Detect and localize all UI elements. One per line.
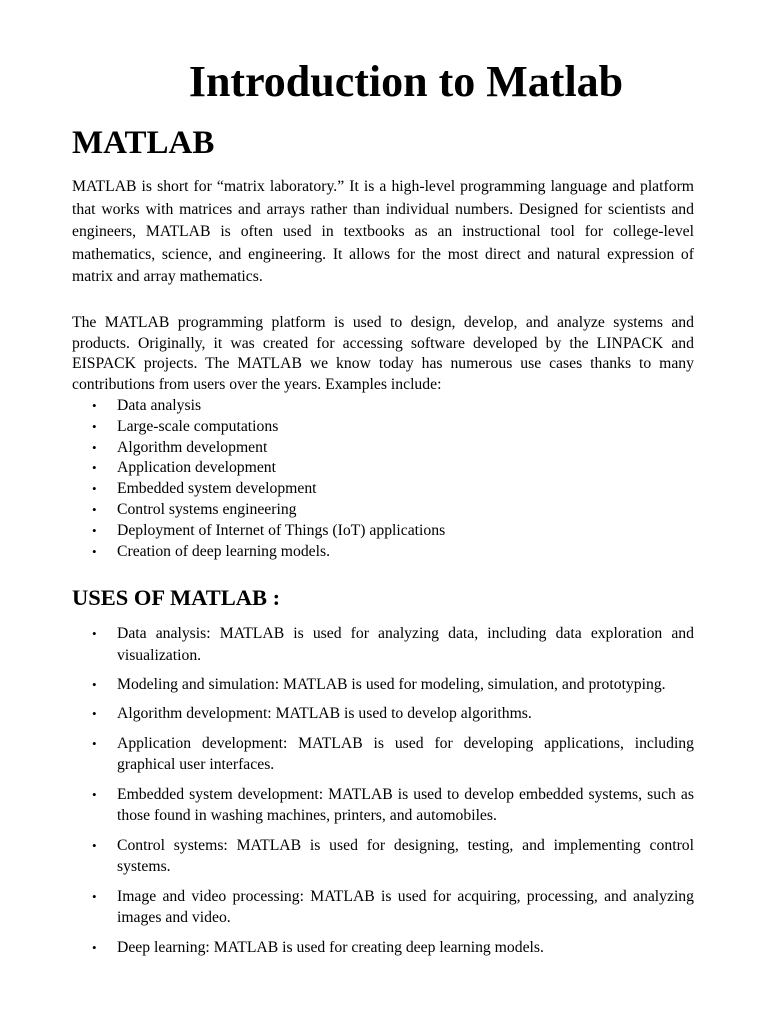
list-item-text: Control systems engineering bbox=[117, 500, 297, 518]
list-item bbox=[72, 674, 694, 696]
bullet-icon: • bbox=[92, 543, 97, 559]
list-item-text: Modeling and simulation: MATLAB is used for modeling, simulation, and prototyping. bbox=[117, 675, 666, 693]
bullet-icon: • bbox=[92, 888, 97, 904]
list-item bbox=[72, 835, 694, 878]
list-item-text: Deep learning: MATLAB is used for creating deep learning models. bbox=[117, 938, 544, 956]
list-item-text: Algorithm development: MATLAB is used to develop algorithms. bbox=[117, 705, 532, 723]
list-item-text: Embedded system development bbox=[117, 480, 317, 498]
list-item bbox=[72, 703, 694, 725]
list-item-text: Algorithm development bbox=[117, 438, 268, 456]
list-item-text: Image and video processing: MATLAB is used for acquiring, processing, and analyzing images and video. bbox=[117, 887, 694, 927]
list-item-text: Application development bbox=[117, 459, 277, 477]
list-item bbox=[72, 417, 694, 438]
section-heading-matlab: MATLAB bbox=[72, 125, 215, 161]
list-item-text: Data analysis: MATLAB is used for analyzing data, including data exploration and visualization. bbox=[117, 625, 694, 664]
bullet-icon: • bbox=[92, 398, 97, 413]
bullet-icon: • bbox=[92, 735, 97, 751]
list-item bbox=[72, 937, 694, 959]
list-item-text: Data analysis bbox=[117, 397, 202, 414]
list-item bbox=[72, 521, 694, 542]
list-item-text: Control systems: MATLAB is used for designing, testing, and implementing control systems. bbox=[117, 836, 694, 876]
list-item bbox=[72, 623, 694, 666]
list-item bbox=[72, 479, 694, 500]
list-item bbox=[72, 500, 694, 521]
bullet-icon: • bbox=[92, 626, 97, 641]
bullet-icon: • bbox=[92, 501, 97, 517]
list-item-text: Deployment of Internet of Things (IoT) applications bbox=[117, 521, 446, 539]
platform-paragraph: The MATLAB programming platform is used to design, develop, and analyze systems and products. Originally, it was created for accessing software developed by the LINPACK and EISPACK projects. The MATLAB we know today has numerous use cases thanks to many contributions from users over the years. Examples include: bbox=[72, 314, 694, 393]
bullet-icon: • bbox=[92, 439, 97, 455]
list-item-text: Embedded system development: MATLAB is used to develop embedded systems, such as those found in washing machines, printers, and automobiles. bbox=[117, 785, 694, 825]
bullet-icon: • bbox=[92, 460, 97, 476]
list-item bbox=[72, 438, 694, 459]
list-item-text: Application development: MATLAB is used for developing applications, including graphical user interfaces. bbox=[117, 734, 694, 774]
list-item bbox=[72, 886, 694, 929]
list-item-text: Large-scale computations bbox=[117, 417, 279, 435]
bullet-icon: • bbox=[92, 786, 97, 802]
list-item bbox=[72, 458, 694, 479]
bullet-icon: • bbox=[92, 418, 97, 434]
intro-paragraph: MATLAB is short for “matrix laboratory.” It is a high-level programming language and platform that works with matrices and arrays rather than individual numbers. Designed for scientists and engineers, MATLAB is often used in textbooks as an instructional tool for college-level mathematics, science, and engineering. It allows for the most direct and natural expression of matrix and array mathematics. bbox=[72, 178, 694, 286]
uses-list bbox=[72, 623, 694, 966]
examples-list bbox=[72, 396, 694, 562]
list-item bbox=[72, 396, 694, 417]
bullet-icon: • bbox=[92, 481, 97, 497]
list-item bbox=[72, 784, 694, 827]
list-item bbox=[72, 542, 694, 563]
list-item-text: Creation of deep learning models. bbox=[117, 542, 331, 560]
bullet-icon: • bbox=[92, 522, 97, 538]
bullet-icon: • bbox=[92, 837, 97, 853]
bullet-icon: • bbox=[92, 939, 97, 955]
document-title: Introduction to Matlab bbox=[188, 57, 624, 106]
section-heading-uses: USES OF MATLAB : bbox=[72, 585, 281, 610]
bullet-icon: • bbox=[92, 676, 97, 692]
bullet-icon: • bbox=[92, 706, 97, 722]
list-item bbox=[72, 733, 694, 776]
